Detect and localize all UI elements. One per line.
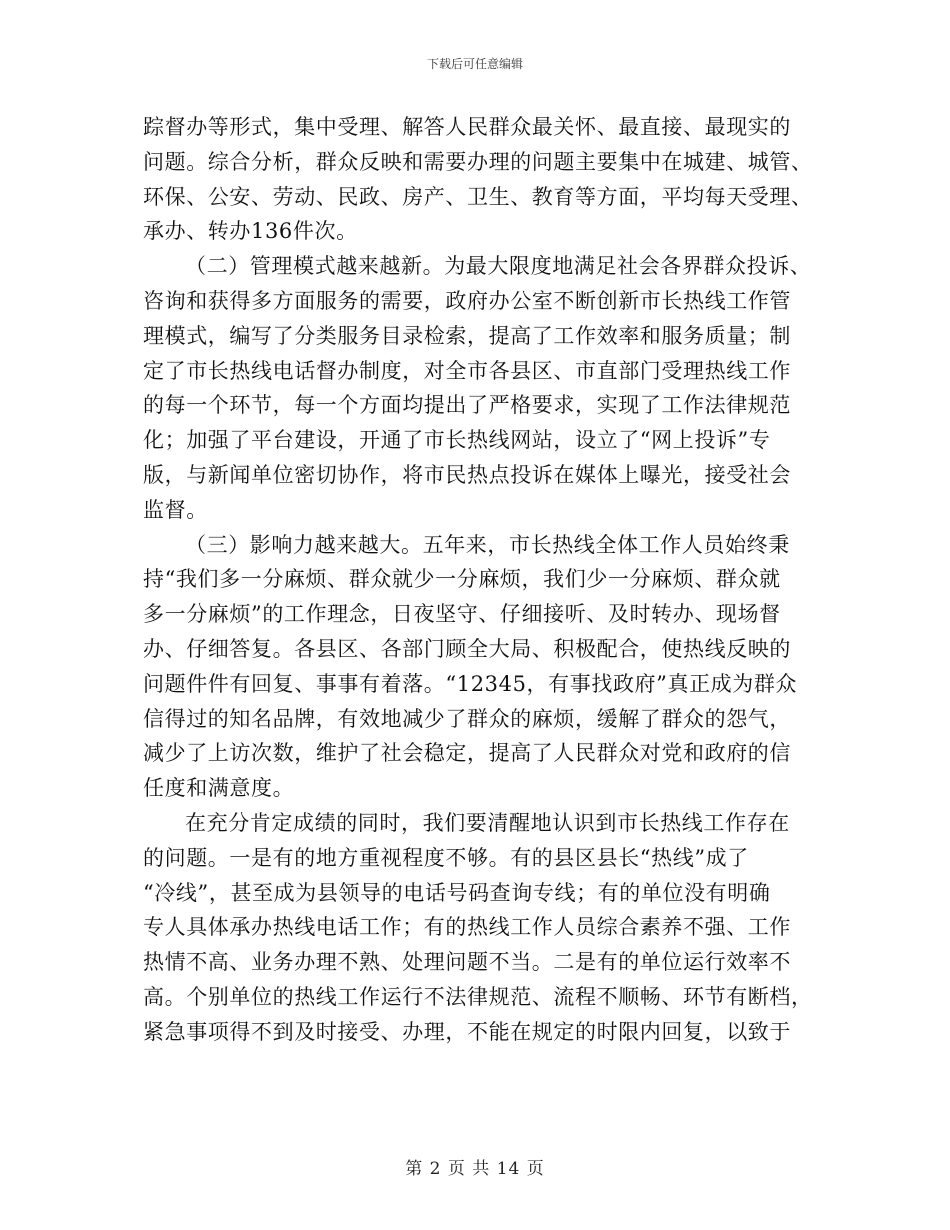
text-line: 的问题。一是有的地方重视程度不够。有的县区县长“热线”成了 [143, 845, 749, 870]
text-line: 信得过的知名品牌，有效地减少了群众的麻烦，缓解了群众的怨气， [143, 706, 791, 731]
text-line: 踪督办等形式，集中受理、解答人民群众最关怀、最直接、最现实的 [143, 115, 791, 139]
text-line: 问题。综合分析，群众反映和需要办理的问题主要集中在城建、城管、 [143, 149, 813, 174]
text-line: 定了市长热线电话督办制度，对全市各县区、市直部门受理热线工作 [143, 358, 791, 383]
text-line: 减少了上访次数，维护了社会稳定，提高了人民群众对党和政府的信 [143, 741, 791, 766]
text-line: 的每一个环节，每一个方面均提出了严格要求，实现了工作法律规范 [143, 393, 791, 418]
text-line: 任度和满意度。 [143, 776, 295, 801]
text-line: 版，与新闻单位密切协作，将市民热点投诉在媒体上曝光，接受社会 [143, 462, 791, 487]
text-line: 持“我们多一分麻烦、群众就少一分麻烦，我们少一分麻烦、群众就 [143, 567, 781, 592]
text-line: 问题件件有回复、事事有着落。“12345，有事找政府”真正成为群众 [143, 671, 798, 696]
text-line: （三）影响力越来越大。五年来，市长热线全体工作人员始终秉 [185, 532, 790, 557]
text-line: 专人具体承办热线电话工作；有的热线工作人员综合素养不强、工作 [143, 915, 791, 940]
text-line: 咨询和获得多方面服务的需要，政府办公室不断创新市长热线工作管 [143, 288, 791, 313]
document-body [143, 110, 813, 1050]
text-line: “冷线”，甚至成为县领导的电话号码查询专线；有的单位没有明确 [143, 880, 771, 905]
text-line: 多一分麻烦”的工作理念，日夜坚守、仔细接听、及时转办、现场督 [143, 602, 781, 627]
text-line: 办、仔细答复。各县区、各部门顾全大局、积极配合，使热线反映的 [143, 636, 791, 661]
text-line: 在充分肯定成绩的同时，我们要清醒地认识到市长热线工作存在 [185, 810, 790, 835]
text-line: 紧急事项得不到及时接受、办理，不能在规定的时限内回复，以致于 [143, 1019, 791, 1044]
text-line: 环保、公安、劳动、民政、房产、卫生、教育等方面，平均每天受理、 [143, 184, 813, 209]
text-line: 热情不高、业务办理不熟、处理问题不当。二是有的单位运行效率不 [143, 950, 791, 975]
text-line: 化；加强了平台建设，开通了市长热线网站，设立了“网上投诉”专 [143, 428, 771, 453]
page-number: 第 2 页 共 14 页 [405, 1159, 545, 1179]
text-line: 承办、转办136件次。 [143, 219, 358, 244]
page-header: 下载后可任意编辑 [426, 57, 523, 71]
text-line: 监督。 [143, 497, 208, 522]
text-line: 理模式，编写了分类服务目录检索，提高了工作效率和服务质量；制 [143, 323, 791, 348]
text-line: （二）管理模式越来越新。为最大限度地满足社会各界群众投诉、 [185, 254, 812, 279]
text-line: 高。个别单位的热线工作运行不法律规范、流程不顺畅、环节有断档， [143, 984, 813, 1009]
